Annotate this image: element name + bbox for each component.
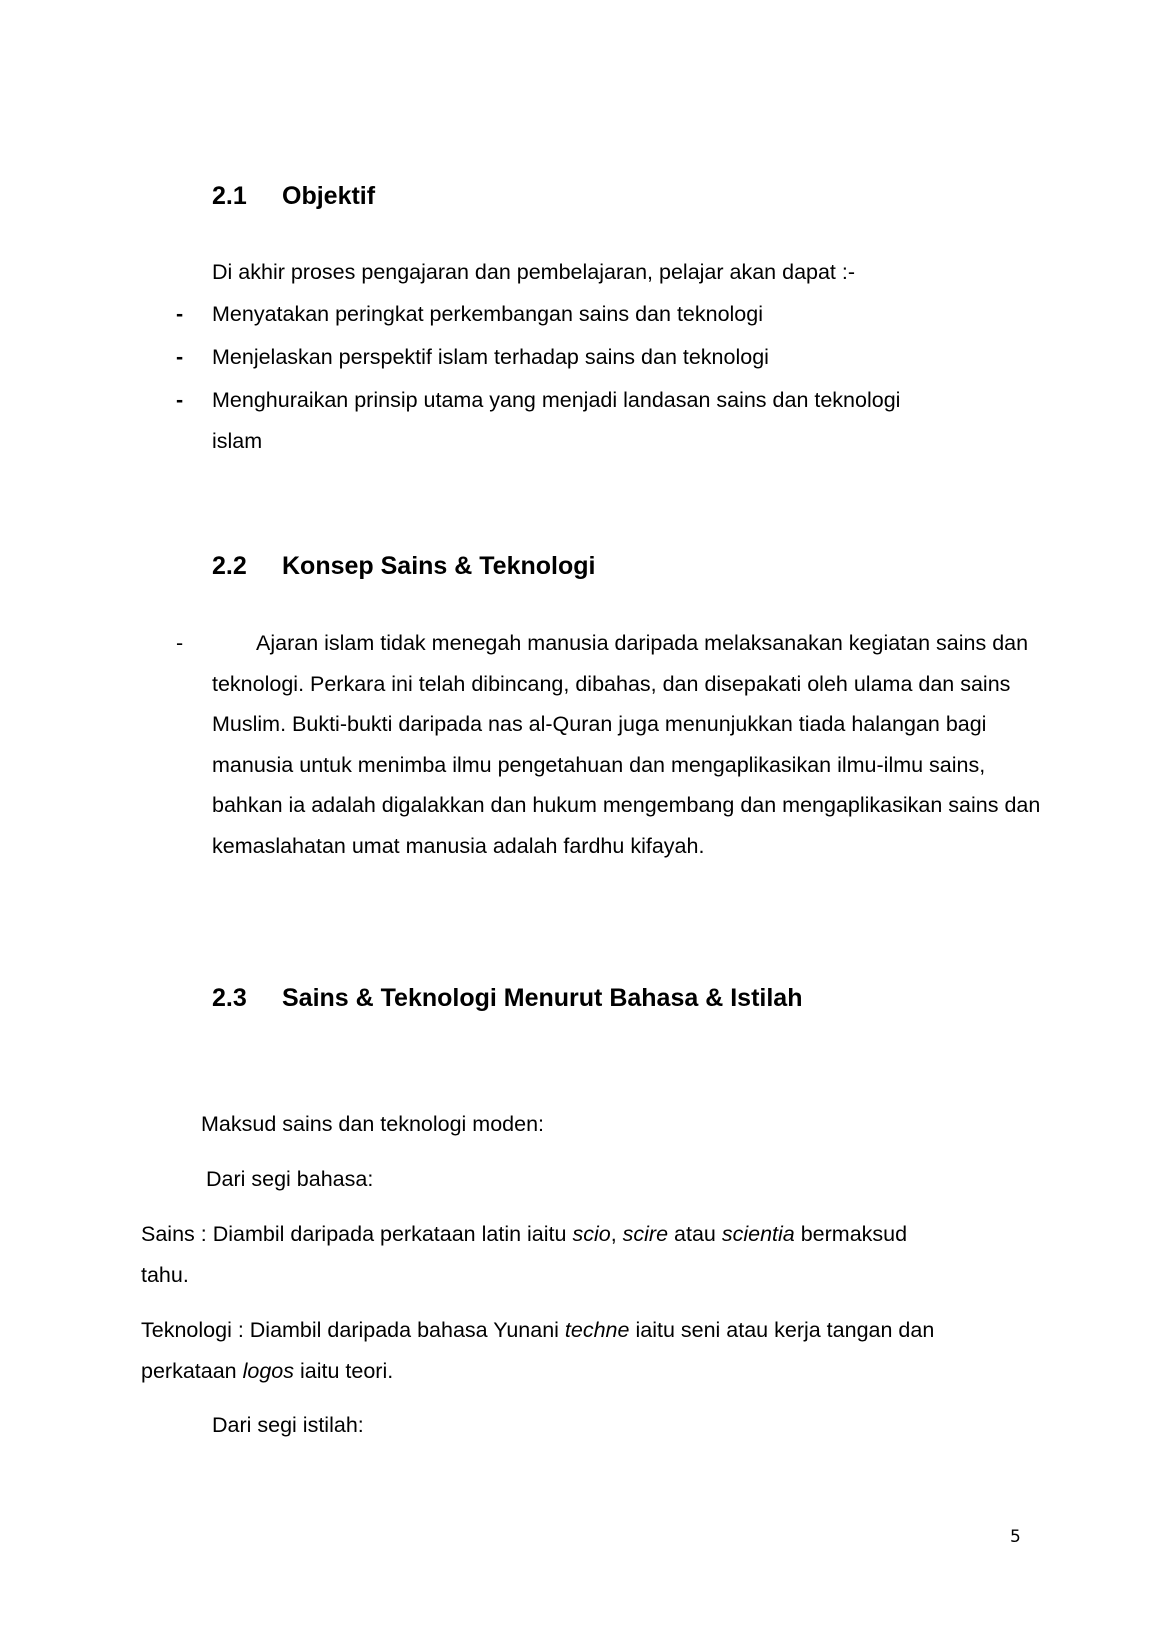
teknologi-mid: iaitu seni atau kerja tangan dan xyxy=(629,1318,935,1342)
segi-istilah-label: Dari segi istilah: xyxy=(212,1413,364,1437)
sains-definition-line-2: tahu. xyxy=(141,1263,189,1287)
maksud-text: Maksud sains dan teknologi moden: xyxy=(201,1112,545,1136)
section-heading-konsep xyxy=(212,552,595,581)
section-title: Konsep Sains & Teknologi xyxy=(282,552,596,580)
sains-prefix: Sains : Diambil daripada perkataan latin iaitu xyxy=(141,1222,573,1246)
section-title: Objektif xyxy=(282,182,376,210)
konsep-paragraph-text: Ajaran islam tidak menegah manusia daripada melaksanakan kegiatan sains dan teknologi. Perkara ini telah dibincang, dibahas, dan disepakati oleh ulama dan sains Muslim. Bukti-bukti daripada nas al-Quran juga menunjukkan tiada halangan bagi manusia untuk menimba ilmu pengetahuan dan mengaplikasikan ilmu-ilmu sains, bahkan ia adalah digalakkan dan hukum mengembang dan mengaplikasikan sains dan kemaslahatan umat manusia adalah fardhu kifayah. xyxy=(212,631,1041,858)
section-heading-bahasa-istilah xyxy=(212,984,802,1013)
bullet-marker: - xyxy=(176,302,184,326)
term-logos: logos xyxy=(242,1359,295,1383)
objektif-intro: Di akhir proses pengajaran dan pembelajaran, pelajar akan dapat :- xyxy=(212,260,856,284)
term-scire: scire xyxy=(622,1222,669,1246)
segi-bahasa-label: Dari segi bahasa: xyxy=(206,1167,374,1191)
term-scientia: scientia xyxy=(721,1222,795,1246)
page-number: 5 xyxy=(1010,1527,1021,1547)
section-number: 2.2 xyxy=(212,552,247,580)
section-number: 2.1 xyxy=(212,182,247,210)
bullet-marker: - xyxy=(176,345,184,369)
bullet-marker: - xyxy=(176,388,184,412)
section-heading-objektif xyxy=(212,182,375,211)
objektif-bullet-2: Menjelaskan perspektif islam terhadap sains dan teknologi xyxy=(212,345,769,369)
teknologi-definition-line-1 xyxy=(141,1318,934,1343)
bullet-marker: - xyxy=(176,631,184,655)
sains-definition-line-1 xyxy=(141,1222,907,1247)
objektif-bullet-3-continuation: islam xyxy=(212,429,263,453)
section-number: 2.3 xyxy=(212,984,247,1012)
objektif-bullet-1: Menyatakan peringkat perkembangan sains dan teknologi xyxy=(212,302,764,326)
teknologi-definition-line-2 xyxy=(141,1359,393,1384)
objektif-bullet-3: Menghuraikan prinsip utama yang menjadi landasan sains dan teknologi xyxy=(212,388,901,412)
term-scio: scio xyxy=(572,1222,611,1246)
teknologi-line2-suffix: iaitu teori. xyxy=(294,1359,394,1383)
term-techne: techne xyxy=(564,1318,630,1342)
separator: , xyxy=(610,1222,623,1246)
konsep-paragraph xyxy=(212,623,1042,866)
teknologi-prefix: Teknologi : Diambil daripada bahasa Yunani xyxy=(141,1318,565,1342)
section-title: Sains & Teknologi Menurut Bahasa & Istilah xyxy=(282,984,803,1012)
sains-suffix: bermaksud xyxy=(794,1222,908,1246)
teknologi-line2-prefix: perkataan xyxy=(141,1359,243,1383)
separator: atau xyxy=(668,1222,722,1246)
